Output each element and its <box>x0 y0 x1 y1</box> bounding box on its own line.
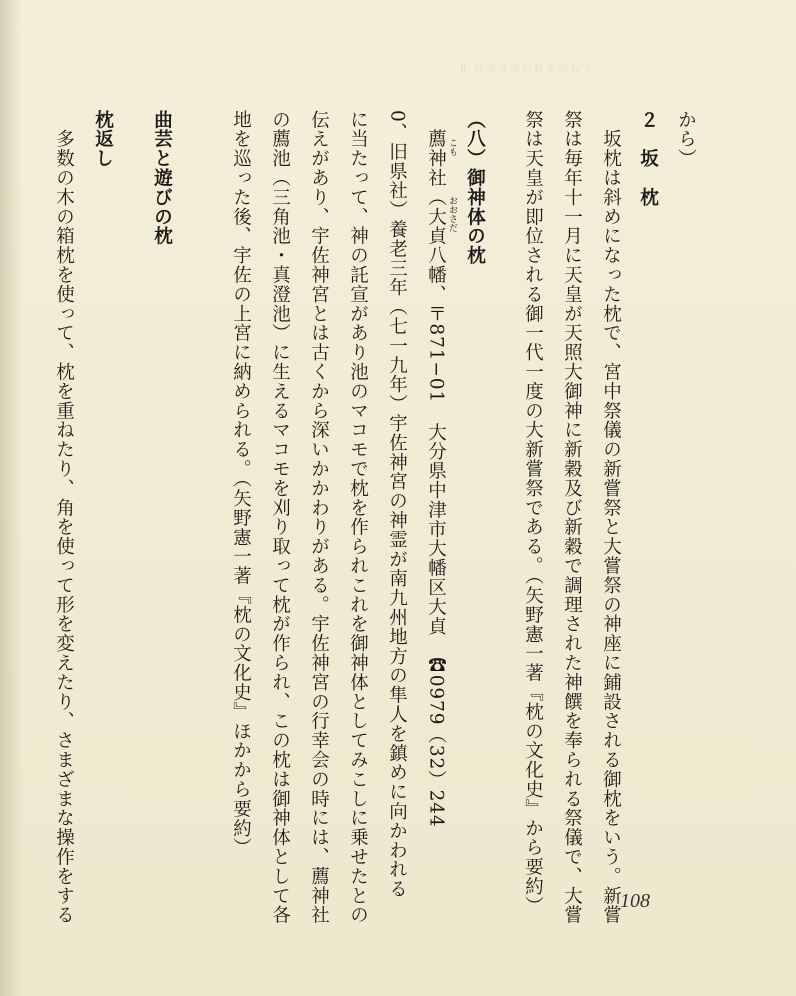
text-column-11: の薦池（三角池・真澄池）に生えるマコモを刈り取って枕が作られ、この枕は御神体として各 <box>269 110 291 925</box>
section-heading-makuragaeshi: 枕返し <box>92 110 114 169</box>
text-column-9: に当たって、神の託宣があり池のマコモで枕を作られこれを御神体としてみこしに乗せたとの <box>347 110 369 925</box>
text-column-8: 0、旧県社）養老三年（七一九年）宇佐神宮の神霊が南九州地方の隼人を鎮めに向かわれる <box>386 110 408 899</box>
text-column-15: 多数の木の箱枕を使って、枕を重ねたり、角を使って形を変えたり、さまざまな操作をする <box>53 110 75 925</box>
section-heading-kyokugei: 曲芸と遊びの枕 <box>151 110 173 246</box>
text-column-3: 坂枕は斜めになった枕で、宮中祭儀の新嘗祭と大嘗祭の神座に鋪設される御枕をいう。新嘗 <box>600 110 622 925</box>
text-column-7: 薦神社（大貞八幡、〒871−01 大分県中津市大幡区大貞 ☎0979（32）244 <box>425 110 447 828</box>
text-column-5: 祭は天皇が即位される御一代一度の大新嘗祭である。（矢野憲一著『枕の文化史』から要約） <box>522 110 544 916</box>
page-number: 108 <box>620 890 650 912</box>
text-column-10: 伝えがあり、宇佐神宮とは古くから深いかかわりがある。宇佐神宮の行幸会の時には、薦神社 <box>308 110 330 925</box>
bleed-through-text: Ⅱ 日本各地の枕を訪ねて <box>460 64 594 75</box>
ruby-komo: こも <box>447 138 457 156</box>
section-heading-sakamakura: ２ 坂 枕 <box>637 110 659 207</box>
section-heading-goshintai: （八）御神体の枕 <box>464 110 486 266</box>
ruby-oosada: おおさだ <box>447 196 457 232</box>
text-column-1: から） <box>675 110 697 169</box>
text-column-4: 祭は毎年十一月に天皇が天照大御神に新穀及び新穀で調理された神饌を奉られる祭儀で、大嘗 <box>561 110 583 925</box>
text-column-12: 地を巡った後、宇佐の上宮に納められる。（矢野憲一著『枕の文化史』ほかから要約） <box>230 110 252 858</box>
